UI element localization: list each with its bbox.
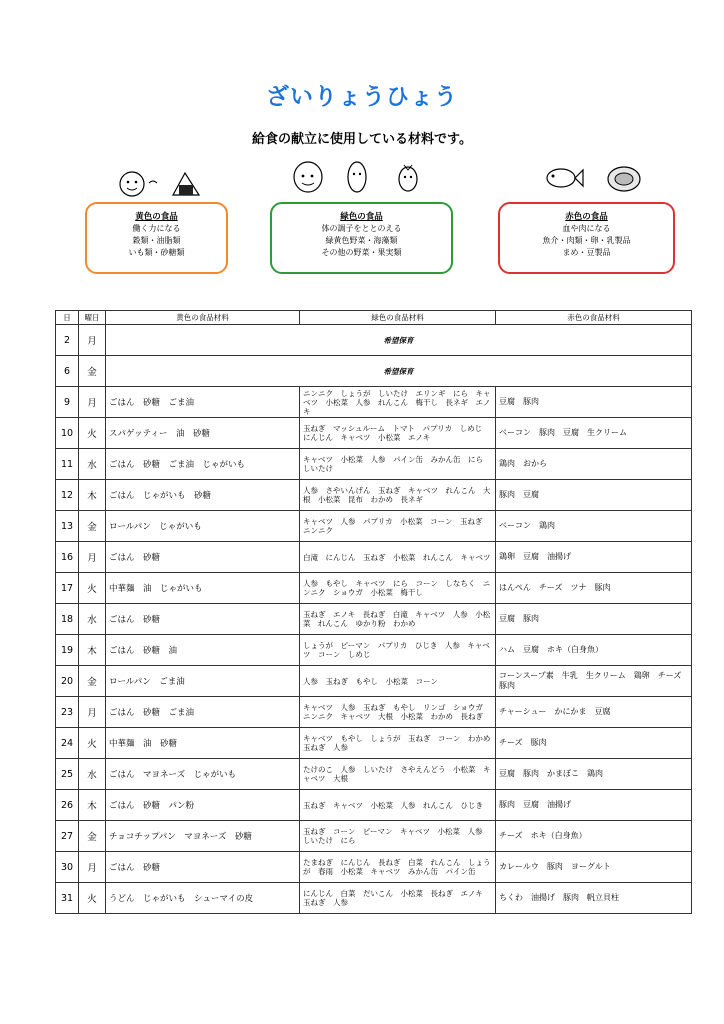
green-ingredients-cell: キャベツ 人参 パプリカ 小松菜 コーン 玉ねぎ ニンニク [300,511,496,542]
table-row [56,325,692,356]
special-note-cell: 希望保育 [106,356,692,387]
yellow-ingredients-cell: ごはん 砂糖 ごま油 じゃがいも [106,449,300,480]
weekday-cell: 水 [79,759,106,790]
green-group-line1: 体の調子をととのえる [321,224,402,233]
day-cell: 23 [56,697,79,728]
red-ingredients-cell: ちくわ 油揚げ 豚肉 帆立貝柱 [496,883,692,914]
red-ingredients-cell: 豆腐 豚肉 [496,604,692,635]
green-group-line2: 緑黄色野菜・海藻類 [325,236,398,245]
weekday-cell: 火 [79,573,106,604]
day-cell: 12 [56,480,79,511]
green-ingredients-cell: 玉ねぎ キャベツ 小松菜 人参 れんこん ひじき [300,790,496,821]
day-cell: 27 [56,821,79,852]
yellow-ingredients-cell: 中華麺 油 砂糖 [106,728,300,759]
day-cell: 2 [56,325,79,356]
day-cell: 18 [56,604,79,635]
table-row [56,883,692,914]
table-row [56,635,692,666]
header-day: 日 [56,311,79,325]
red-ingredients-cell: カレールウ 豚肉 ヨーグルト [496,852,692,883]
table-row [56,604,692,635]
green-ingredients-cell: 人参 さやいんげん 玉ねぎ キャベツ れんこん 大根 小松菜 昆布 わかめ 長ネギ [300,480,496,511]
yellow-ingredients-cell: ごはん 砂糖 油 [106,635,300,666]
page-title: ざいりょうひょう [266,84,458,110]
day-cell: 19 [56,635,79,666]
green-food-group [270,202,453,274]
green-ingredients-cell: 玉ねぎ コーン ピーマン キャベツ 小松菜 人参 しいたけ にら [300,821,496,852]
red-ingredients-cell: コーンスープ素 牛乳 生クリーム 鶏卵 チーズ 豚肉 [496,666,692,697]
table-body [56,325,692,914]
yellow-ingredients-cell: ごはん 砂糖 [106,852,300,883]
red-ingredients-cell: ベーコン 豚肉 豆腐 生クリーム [496,418,692,449]
green-group-line3: その他の野菜・果実類 [321,248,402,257]
green-ingredients-cell: たけのこ 人参 しいたけ さやえんどう 小松菜 キャベツ 大根 [300,759,496,790]
day-cell: 16 [56,542,79,573]
weekday-cell: 火 [79,418,106,449]
yellow-ingredients-cell: うどん じゃがいも シューマイの皮 [106,883,300,914]
day-cell: 6 [56,356,79,387]
table-header-row [56,311,692,325]
table-row [56,418,692,449]
red-ingredients-cell: 豚肉 豆腐 [496,480,692,511]
day-cell: 9 [56,387,79,418]
weekday-cell: 月 [79,697,106,728]
green-ingredients-cell: にんじん 白菜 だいこん 小松菜 長ねぎ エノキ 玉ねぎ 人参 [300,883,496,914]
red-ingredients-cell: ハム 豆腐 ホキ（白身魚） [496,635,692,666]
red-ingredients-cell: 鶏卵 豆腐 油揚げ [496,542,692,573]
day-cell: 10 [56,418,79,449]
table-row [56,480,692,511]
red-ingredients-cell: 鶏肉 おから [496,449,692,480]
day-cell: 20 [56,666,79,697]
red-ingredients-cell: ベーコン 鶏肉 [496,511,692,542]
table-row [56,387,692,418]
table-row [56,542,692,573]
weekday-cell: 木 [79,480,106,511]
header-red: 赤色の食品材料 [496,311,692,325]
table-row [56,511,692,542]
red-ingredients-cell: 豆腐 豚肉 かまぼこ 鶏肉 [496,759,692,790]
header-yellow: 黄色の食品材料 [106,311,300,325]
red-ingredients-cell: チーズ 豚肉 [496,728,692,759]
yellow-ingredients-cell: ごはん 砂糖 [106,542,300,573]
day-cell: 13 [56,511,79,542]
green-ingredients-cell: キャベツ 人参 玉ねぎ もやし リンゴ ショウガ ニンニク キャベツ 大根 小松菜 わかめ 長ねぎ [300,697,496,728]
ingredients-table [55,310,692,914]
red-group-title: 赤色の食品 [565,212,608,222]
weekday-cell: 火 [79,883,106,914]
weekday-cell: 水 [79,449,106,480]
yellow-group-line1: 働く力になる [132,224,181,233]
yellow-ingredients-cell: 中華麺 油 じゃがいも [106,573,300,604]
weekday-cell: 木 [79,790,106,821]
table-row [56,697,692,728]
green-ingredients-cell: しょうが ピーマン パプリカ ひじき 人参 キャベツ コーン しめじ [300,635,496,666]
header-green: 緑色の食品材料 [300,311,496,325]
yellow-food-group [85,202,228,274]
green-ingredients-cell: 人参 玉ねぎ もやし 小松菜 コーン [300,666,496,697]
day-cell: 17 [56,573,79,604]
weekday-cell: 火 [79,728,106,759]
green-ingredients-cell: たまねぎ にんじん 長ねぎ 白菜 れんこん しょうが 春雨 小松菜 キャベツ みかん缶 パイン缶 [300,852,496,883]
table-row [56,449,692,480]
weekday-cell: 月 [79,542,106,573]
weekday-cell: 月 [79,852,106,883]
weekday-cell: 月 [79,325,106,356]
weekday-cell: 木 [79,635,106,666]
yellow-ingredients-cell: ごはん 砂糖 ごま油 [106,387,300,418]
rice-ball-icon [115,165,215,201]
red-ingredients-cell: チーズ ホキ（白身魚） [496,821,692,852]
day-cell: 11 [56,449,79,480]
weekday-cell: 月 [79,387,106,418]
green-ingredients-cell: 人参 もやし キャベツ にら コーン しなちく ニンニク ショウガ 小松菜 梅干し [300,573,496,604]
day-cell: 24 [56,728,79,759]
red-ingredients-cell: 豆腐 豚肉 [496,387,692,418]
yellow-ingredients-cell: ごはん 砂糖 パン粉 [106,790,300,821]
table-row [56,759,692,790]
day-cell: 25 [56,759,79,790]
green-ingredients-cell: 玉ねぎ マッシュルーム トマト パプリカ しめじ にんじん キャベツ 小松菜 エノキ [300,418,496,449]
page-subtitle: 給食の献立に使用している材料です。 [252,132,472,147]
yellow-ingredients-cell: ロールパン じゃがいも [106,511,300,542]
red-food-group [498,202,675,274]
yellow-group-line2: 穀類・油脂類 [132,236,181,245]
green-group-title: 緑色の食品 [340,212,383,222]
weekday-cell: 金 [79,821,106,852]
table-row [56,356,692,387]
green-ingredients-cell: 玉ねぎ エノキ 長ねぎ 白滝 キャベツ 人参 小松菜 れんこん ゆかり粉 わかめ [300,604,496,635]
yellow-ingredients-cell: ごはん じゃがいも 砂糖 [106,480,300,511]
green-ingredients-cell: キャベツ もやし しょうが 玉ねぎ コーン わかめ 玉ねぎ 人参 [300,728,496,759]
red-group-line3: まめ・豆製品 [562,248,611,257]
day-cell: 30 [56,852,79,883]
green-ingredients-cell: キャベツ 小松菜 人参 パイン缶 みかん缶 にら しいたけ [300,449,496,480]
yellow-ingredients-cell: ロールパン ごま油 [106,666,300,697]
green-ingredients-cell: 白滝 にんじん 玉ねぎ 小松菜 れんこん キャベツ [300,542,496,573]
table-row [56,666,692,697]
yellow-group-line3: いも類・砂糖類 [128,248,185,257]
red-group-line1: 血や肉になる [562,224,611,233]
yellow-ingredients-cell: チョコチップパン マヨネーズ 砂糖 [106,821,300,852]
face-vegetable-icon [290,157,430,197]
green-ingredients-cell: ニンニク しょうが しいたけ エリンギ にら キャベツ 小松菜 人参 れんこん 梅干し 長ネギ エノキ [300,387,496,418]
weekday-cell: 金 [79,356,106,387]
red-ingredients-cell: 豚肉 豆腐 油揚げ [496,790,692,821]
header-weekday: 曜日 [79,311,106,325]
fish-icon [544,164,584,192]
yellow-ingredients-cell: ごはん マヨネーズ じゃがいも [106,759,300,790]
red-ingredients-cell: はんぺん チーズ ツナ 豚肉 [496,573,692,604]
day-cell: 31 [56,883,79,914]
table-row [56,821,692,852]
table-row [56,852,692,883]
special-note-cell: 希望保育 [106,325,692,356]
weekday-cell: 水 [79,604,106,635]
weekday-cell: 金 [79,666,106,697]
yellow-ingredients-cell: ごはん 砂糖 ごま油 [106,697,300,728]
table-row [56,573,692,604]
yellow-ingredients-cell: スパゲッティー 油 砂糖 [106,418,300,449]
table-row [56,790,692,821]
red-ingredients-cell: チャーシュー かにかま 豆腐 [496,697,692,728]
yellow-group-title: 黄色の食品 [135,212,178,222]
meat-icon [604,164,644,194]
weekday-cell: 金 [79,511,106,542]
table-row [56,728,692,759]
day-cell: 26 [56,790,79,821]
red-group-line2: 魚介・肉類・卵・乳製品 [542,236,631,245]
yellow-ingredients-cell: ごはん 砂糖 [106,604,300,635]
